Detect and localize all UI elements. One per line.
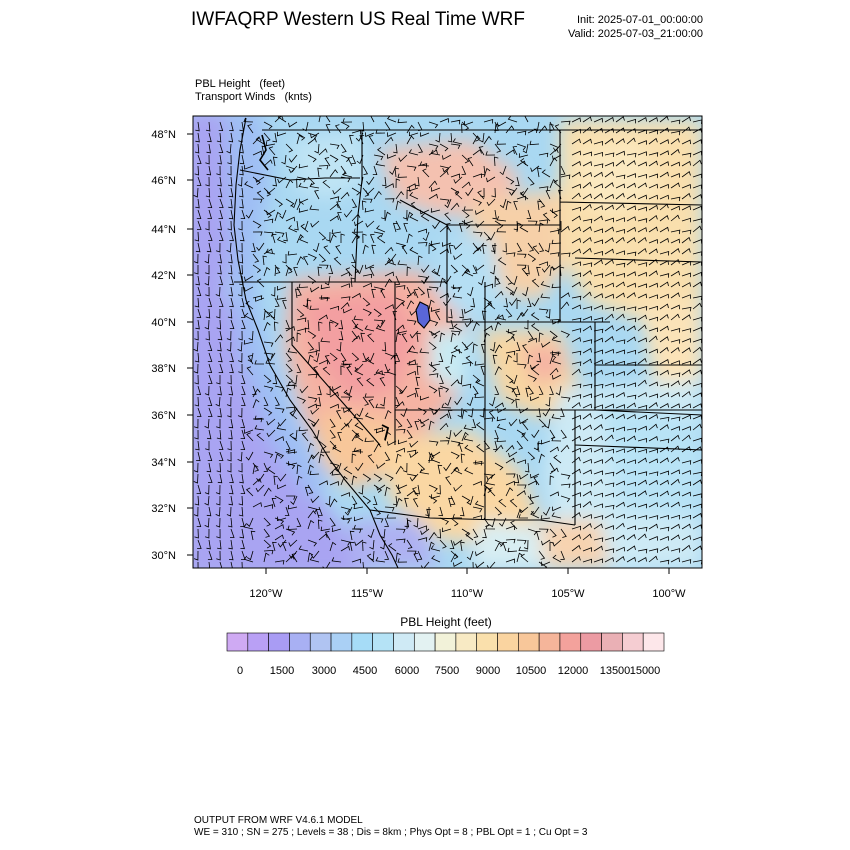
map-field [180,110,702,580]
colorbar-label: 4500 [352,665,378,677]
lat-label-36: 36°N [151,410,176,422]
colorbar-title: PBL Height (feet) [400,615,492,629]
colorbar-swatch [331,633,352,651]
lat-label-44: 44°N [151,224,176,236]
colorbar-swatch [352,633,373,651]
colorbar-swatches [227,633,664,651]
colorbar-label: 7500 [434,665,460,677]
plot-title: IWFAQRP Western US Real Time WRF [191,9,525,30]
colorbar-swatch [456,633,477,651]
lat-label-46: 46°N [151,175,176,187]
lon-label-110: 110°W [450,588,484,600]
lat-label-48: 48°N [151,129,176,141]
lat-label-30: 30°N [151,550,176,562]
colorbar-label: 12000 [557,665,589,677]
colorbar-swatch [518,633,539,651]
lon-label-120: 120°W [249,588,283,600]
colorbar-swatch [227,633,248,651]
colorbar-swatch [477,633,498,651]
colorbar-swatch [560,633,581,651]
init-time: Init: 2025-07-01_00:00:00 [577,14,703,26]
colorbar-swatch [602,633,623,651]
lat-label-40: 40°N [151,317,176,329]
lat-label-32: 32°N [151,503,176,515]
valid-time: Valid: 2025-07-03_21:00:00 [568,28,703,40]
lat-label-42: 42°N [151,270,176,282]
colorbar-swatch [248,633,269,651]
colorbar-label: 15000 [629,665,661,677]
colorbar-label: 1500 [269,665,295,677]
colorbar-swatch [643,633,664,651]
colorbar-swatch [393,633,414,651]
colorbar-label: 10500 [515,665,547,677]
colorbar-swatch [435,633,456,651]
pbl-colorbar [215,628,675,678]
colorbar-label: 13500 [599,665,631,677]
winds-subtitle: Transport Winds (knts) [195,91,312,103]
field-subtitle: PBL Height (feet) [195,78,286,90]
model-info-line1: OUTPUT FROM WRF V4.6.1 MODEL [194,815,363,826]
colorbar-label: 0 [236,665,244,677]
colorbar-label: 6000 [394,665,420,677]
longitude-labels [249,588,686,600]
lon-label-105: 105°W [551,588,585,600]
colorbar-label: 3000 [311,665,337,677]
latitude-labels [151,129,176,562]
colorbar-swatch [414,633,435,651]
lon-label-100: 100°W [652,588,686,600]
colorbar-swatch [498,633,519,651]
lon-label-115: 115°W [350,588,384,600]
colorbar-swatch [373,633,394,651]
colorbar-swatch [289,633,310,651]
colorbar-swatch [539,633,560,651]
colorbar-swatch [269,633,290,651]
colorbar-swatch [581,633,602,651]
colorbar-swatch [310,633,331,651]
lat-label-34: 34°N [151,457,176,469]
pbl-height-map [140,110,720,610]
colorbar-labels [237,665,660,677]
lat-label-38: 38°N [151,363,176,375]
model-info-line2: WE = 310 ; SN = 275 ; Levels = 38 ; Dis = 8km ; Phys Opt = 8 ; PBL Opt = 1 ; Cu Opt = 3 [194,827,588,838]
colorbar-label: 9000 [475,665,501,677]
colorbar-swatch [622,633,643,651]
